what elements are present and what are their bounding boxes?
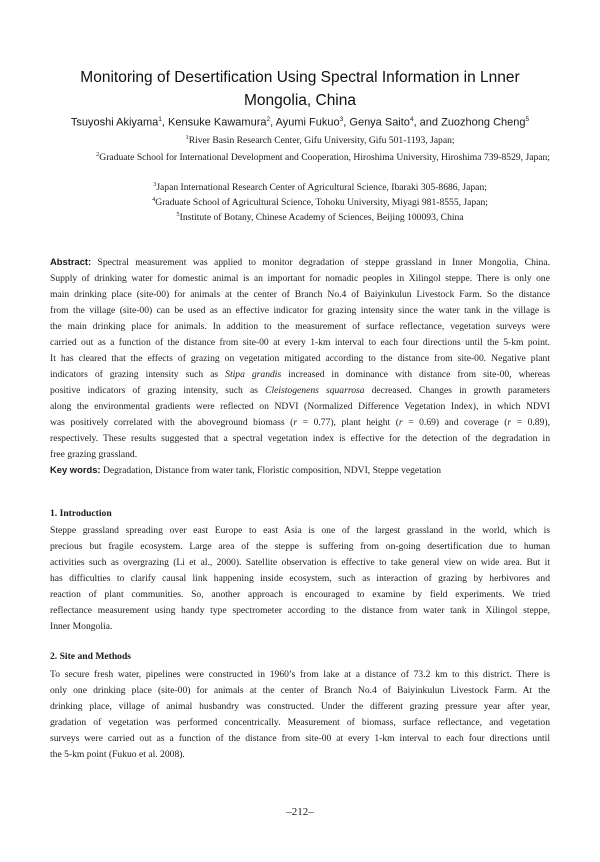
affiliation-2: $^2$Graduate School for International Development and Cooperation, Hiroshima University, Hiroshima 739-8529, Japan;: [96, 151, 550, 164]
abstract-line: from the village (site-00) can be used as an effective indicator for grazing intensity since the water tank in the village is: [50, 305, 550, 316]
abstract-line: Abstract: Spectral measurement was applied to monitor degradation of steppe grassland in Inner Mongolia, China.: [50, 256, 550, 268]
section-1-heading: 1. Introduction: [50, 508, 112, 519]
abstract-label: Abstract:: [50, 256, 92, 267]
section-2-line: surveys were carried out as a function of the distance from site-00 at every 1-km interval to each four directions until: [50, 733, 550, 744]
author-separator: , and: [413, 116, 442, 129]
italic-term: Cleistogenens squarrosa: [265, 385, 365, 396]
title-line-2: Mongolia, China: [243, 92, 356, 109]
author-name: Genya Saito: [349, 116, 410, 129]
italic-term: r: [293, 417, 298, 428]
abstract-line: indicators of grazing intensity such as Stipa grandis increased in dominance with distance from site-00, whereas: [50, 369, 550, 380]
section-2-line: only one drinking place (site-00) for animals at the center of Branch No.4 of Baiyinkulun Livestock Farm. At the: [50, 685, 550, 696]
section-2-line: the 5-km point (Fukuo et al. 2008).: [50, 749, 185, 760]
abstract-line: respectively. These results suggested that a spectral vegetation index is effective for the detection of the degradation in: [50, 433, 550, 444]
author-separator: ,: [343, 116, 350, 129]
abstract-line: carried out as a function of the distance from site-00 at every 1-km interval to each four directions until the 5-km point.: [50, 337, 550, 348]
section-2-body: [50, 667, 550, 763]
author-separator: ,: [270, 116, 276, 129]
title-line-1: Monitoring of Desertification Using Spectral Information in Lnner: [80, 69, 520, 86]
paper-title: [40, 66, 560, 112]
affiliation-4: $^4$Graduate School of Agricultural Science, Tohoku University, Miyagi 981-8555, Japan;: [152, 196, 488, 209]
section-1-line: Inner Mongolia.: [50, 621, 113, 632]
author-affiliation-mark: 3: [339, 116, 344, 123]
abstract-line: along the environmental gradients were reflected on NDVI (Normalized Difference Vegetation Index), in which NDVI: [50, 401, 550, 412]
abstract: [50, 254, 550, 463]
author-affiliation-mark: 1: [158, 116, 162, 123]
author-affiliation-mark: 5: [525, 116, 530, 123]
author-name: Kensuke Kawamura: [168, 116, 267, 129]
section-2-line: gradation of vegetation was performed concentrically. Measurement of biomass, surface reflectance, and vegetation: [50, 717, 550, 728]
author-name: Ayumi Fukuo: [275, 116, 340, 129]
abstract-line: It has cleared that the effects of grazing on vegetation mitigated according to the distance from site-00. Negative plant: [50, 353, 550, 364]
section-1-line: reaction of plant communities. So, another approach is encouraged to examine by field experiments. We tried: [50, 589, 550, 600]
section-1-line: precious but fragile ecosystem. Large area of the steppe is suffering from on-going desertification due to human: [50, 541, 550, 552]
section-2-line: To secure fresh water, pipelines were constructed in 1960’s from lake at a distance of 73.2 km to this district. There is: [50, 669, 550, 680]
author-affiliation-mark: 2: [266, 116, 271, 123]
section-1-line: has difficulties to clarify causal link happening inside ecosystem, such as interaction of grazing by herbivores and: [50, 573, 550, 584]
italic-term: Stipa grandis: [225, 369, 282, 380]
affiliation-3: $^3$Japan International Research Center of Agricultural Science, Ibaraki 305-8686, Japan;: [153, 181, 487, 194]
author-affiliation-mark: 4: [409, 116, 414, 123]
keywords-text: Degradation, Distance from water tank, Floristic composition, NDVI, Steppe vegetation: [100, 465, 442, 476]
section-2-line: drinking place, village of animal husbandry was constructed. Under the different grazing pressure year after year,: [50, 701, 550, 712]
abstract-line: positive indicators of grazing intensity, such as Cleistogenens squarrosa decreased. Changes in growth parameters: [50, 385, 550, 396]
section-1-line: Steppe grassland spreading over east Europe to east Asia is one of the largest grassland in the world, which is: [50, 525, 550, 536]
author-name: Zuozhong Cheng: [441, 116, 526, 129]
abstract-line: the main drinking place for animals. In addition to the measurement of surface reflectance, vegetation surveys were: [50, 321, 550, 332]
abstract-line: was positively correlated with the aboveground biomass (r = 0.77), plant height (r = 0.69) and coverage (r = 0.89),: [50, 417, 550, 428]
section-1-line: reflectance measurement using handy type spectrometer according to the distance from water tank in Xilingol steppe,: [50, 605, 550, 616]
affiliation-1: $^1$River Basin Research Center, Gifu University, Gifu 501-1193, Japan;: [185, 134, 455, 147]
italic-term: r: [507, 417, 512, 428]
italic-term: r: [398, 417, 403, 428]
abstract-line: free grazing grassland.: [50, 449, 138, 460]
keywords: [50, 462, 550, 479]
author-list: [30, 113, 570, 130]
author-separator: ,: [161, 116, 169, 129]
keywords-label: Key words:: [50, 464, 101, 475]
section-1-body: [50, 523, 550, 635]
page-number: –212–: [286, 806, 314, 818]
abstract-line: main drinking place (site-00) for animals at the center of Branch No.4 of Baiyinkulun Livestock Farm. So the distance: [50, 289, 550, 300]
author-name: Tsuyoshi Akiyama: [70, 116, 159, 129]
abstract-line: Supply of drinking water for domestic animal is an important for nomadic peoples in Xilingol steppe. There is only one: [50, 273, 550, 284]
affiliation-5: $^5$Institute of Botany, Chinese Academy of Sciences, Beijing 100093, China: [176, 211, 464, 224]
section-1-line: activities such as overgrazing (Li et al., 2000). Satellite observation is effective to take general view on wide area. But it: [50, 557, 550, 568]
section-2-heading: 2. Site and Methods: [50, 651, 132, 662]
